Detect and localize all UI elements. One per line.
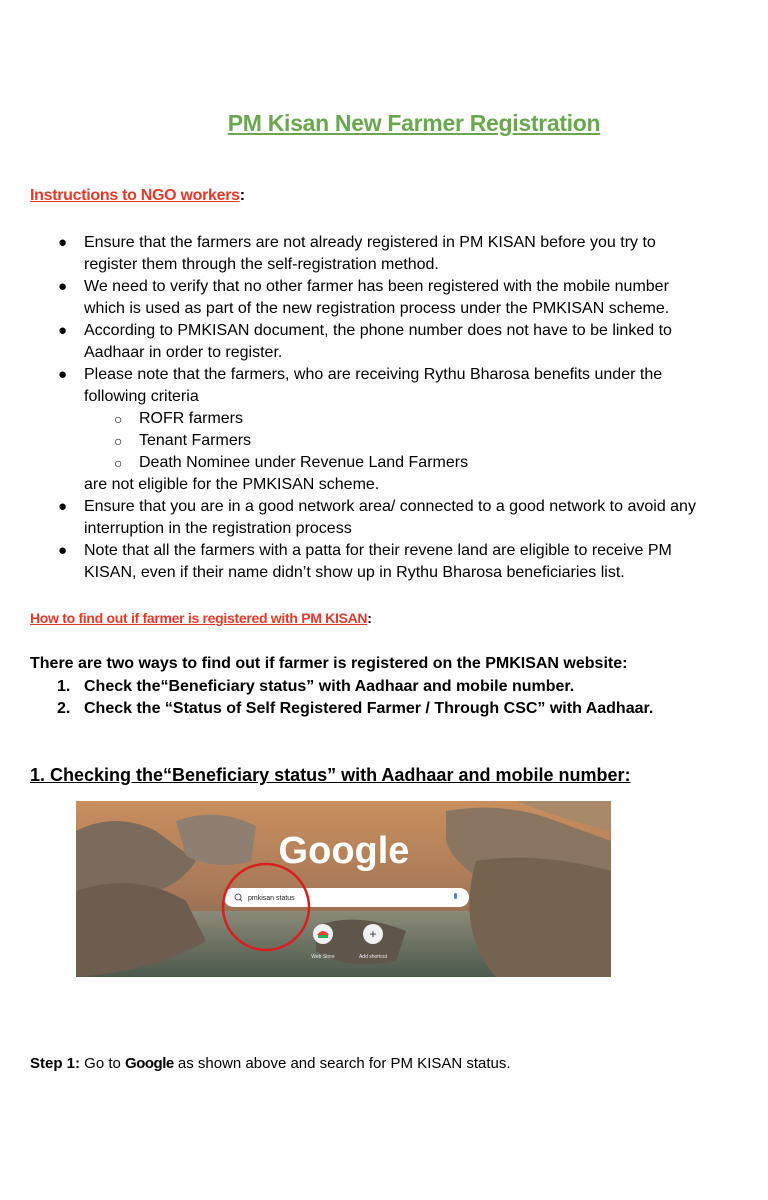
howto-heading-text: How to find out if farmer is registered with PM KISAN (30, 610, 368, 626)
list-item-line: following criteria (84, 388, 199, 405)
not-eligible-text: are not eligible for the PMKISAN scheme. (84, 476, 380, 493)
numbered-item: Check the “Status of Self Registered Farmer / Through CSC” with Aadhaar. (84, 700, 654, 717)
search-text: pmkisan status (248, 895, 295, 902)
sub-bullet-circle: ○ (114, 411, 123, 427)
list-item-line: register them through the self-registration method. (84, 256, 439, 273)
list-item-line: Ensure that you are in a good network area/ connected to a good network to avoid any (84, 498, 696, 515)
bullet-dot: ● (58, 498, 68, 515)
step1-google: Google (125, 1055, 174, 1072)
list-item-line: Please note that the farmers, who are receiving Rythu Bharosa benefits under the (84, 366, 663, 383)
step1-text (30, 1055, 511, 1072)
list-item-line: Aadhaar in order to register. (84, 344, 283, 361)
list-item-line: Note that all the farmers with a patta for their revene land are eligible to receive PM (84, 542, 672, 559)
howto-colon: : (367, 610, 372, 626)
bullet-dot: ● (58, 542, 68, 559)
howto-intro: There are two ways to find out if farmer is registered on the PMKISAN website: (30, 655, 628, 672)
numbered-marker: 1. (57, 678, 71, 695)
sub-bullet-circle: ○ (114, 433, 123, 449)
bullet-dot: ● (58, 278, 68, 295)
step1-pre: Go to (80, 1055, 126, 1072)
page-title: PM Kisan New Farmer Registration (227, 110, 601, 136)
step1-post: as shown above and search for PM KISAN status. (173, 1055, 511, 1072)
sub-list-item: ROFR farmers (139, 410, 243, 427)
list-item-line: We need to verify that no other farmer has been registered with the mobile number (84, 278, 669, 295)
list-item-line: which is used as part of the new registration process under the PMKISAN scheme. (84, 300, 670, 317)
list-item (84, 320, 734, 364)
sub-list-item: Tenant Farmers (139, 432, 252, 449)
list-item (84, 540, 734, 584)
svg-text:+: + (369, 927, 377, 941)
numbered-marker: 2. (57, 700, 71, 717)
bullet-dot: ● (58, 234, 68, 251)
bullet-dot: ● (58, 366, 68, 383)
instructions-heading-text: Instructions to NGO workers (30, 187, 240, 204)
instructions-colon: : (239, 187, 245, 204)
list-item (84, 276, 734, 320)
google-search-screenshot (76, 801, 611, 977)
list-item (84, 364, 734, 408)
list-item-line: KISAN, even if their name didn’t show up in Rythu Bharosa beneficiaries list. (84, 564, 625, 581)
mic-icon (454, 893, 457, 899)
shortcut-label: Add shortcut (358, 954, 388, 960)
sub-bullet-circle: ○ (114, 455, 123, 471)
list-item (84, 232, 734, 276)
section1-heading: 1. Checking the“Beneficiary status” with Aadhaar and mobile number: (30, 765, 631, 785)
google-logo: Google (278, 830, 410, 872)
screenshot-image (76, 801, 611, 977)
shortcut-label: Web Store (311, 954, 335, 960)
list-item-line: interruption in the registration process (84, 520, 352, 537)
list-item-line: Ensure that the farmers are not already registered in PM KISAN before you try to (84, 234, 656, 251)
howto-heading (30, 610, 372, 626)
step1-label: Step 1: (30, 1055, 81, 1072)
sub-list-item: Death Nominee under Revenue Land Farmers (139, 454, 469, 471)
list-item (84, 496, 744, 540)
bullet-dot: ● (58, 322, 68, 339)
instructions-heading (30, 187, 245, 205)
list-item-line: According to PMKISAN document, the phone number does not have to be linked to (84, 322, 672, 339)
numbered-item: Check the“Beneficiary status” with Aadhaar and mobile number. (84, 678, 575, 695)
